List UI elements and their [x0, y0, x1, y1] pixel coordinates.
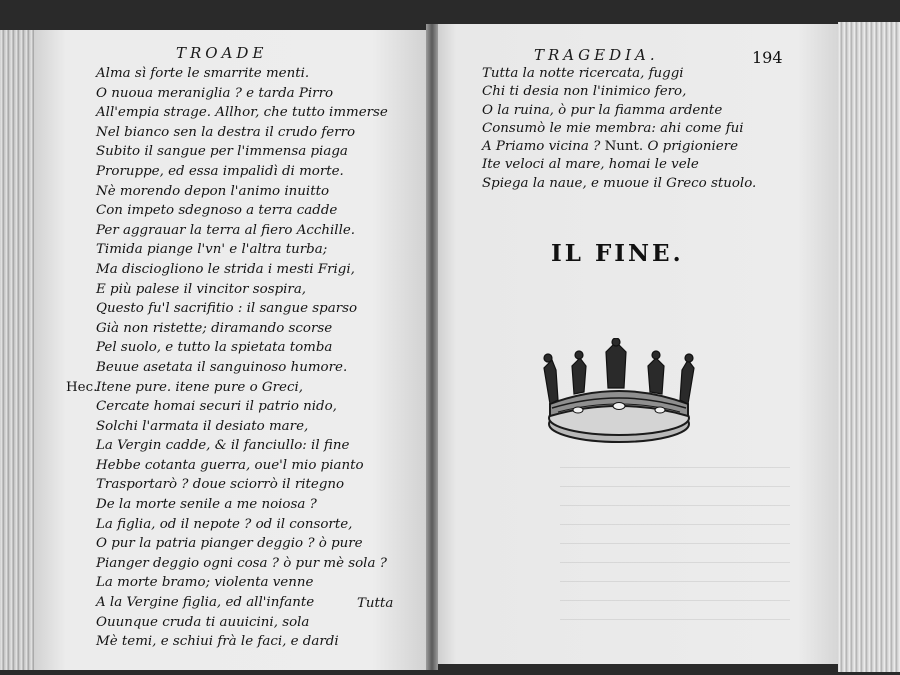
verse-text: Ite veloci al mare, homai le vele — [482, 157, 699, 173]
verse-text: Consumò le mie membra: ahi come fui — [482, 120, 744, 136]
verse-text: Questo fu'l sacrifitio : il sangue sparso — [96, 301, 358, 317]
left-verse-block — [66, 64, 388, 652]
right-running-head: TRAGEDIA. — [534, 46, 659, 64]
verse-text: Tutta la notte ricercata, fuggi — [482, 66, 684, 81]
verse-line — [96, 201, 388, 221]
verse-line — [96, 64, 388, 84]
verse-text: Nel bianco sen la destra il crudo ferro — [96, 124, 356, 140]
verse-text: A la Vergine figlia, ed all'infante — [96, 595, 315, 611]
verse-line — [96, 456, 388, 476]
verse-line — [96, 260, 388, 280]
verse-line — [96, 162, 388, 182]
verse-text: O la ruina, ò pur la fiamma ardente — [482, 102, 723, 118]
verse-text: E più palese il vincitor sospira, — [96, 281, 307, 297]
verse-line — [482, 120, 756, 138]
verse-line — [96, 103, 388, 123]
verse-line — [96, 554, 388, 574]
verse-line — [96, 358, 388, 378]
verse-line — [96, 613, 388, 633]
verse-line — [96, 299, 388, 319]
left-running-head: TROADE — [176, 44, 268, 62]
verse-text: Già non ristette; diramando scorse — [96, 320, 333, 336]
verse-line — [96, 280, 388, 300]
verse-line — [96, 84, 388, 104]
verse-text: La figlia, od il nepote ? od il consorte, — [96, 516, 353, 532]
verse-text: Timida piange l'vn' e l'altra turba; — [96, 242, 328, 258]
verse-text: All'empia strage. Allhor, che tutto immerse — [96, 105, 388, 121]
verse-line — [96, 436, 388, 456]
verse-line — [96, 397, 388, 417]
verse-line — [96, 319, 388, 339]
verse-text: Subito il sangue per l'immensa piaga — [96, 144, 348, 160]
page-number: 194 — [752, 48, 783, 67]
show-through-text — [560, 460, 790, 620]
verse-text: O pur la patria pianger deggio ? ò pure — [96, 536, 363, 552]
right-page-edges — [838, 22, 900, 672]
verse-text: Nè morendo depon l'animo inuitto — [96, 183, 330, 199]
verse-line — [66, 378, 388, 398]
verse-line — [96, 417, 388, 437]
verse-line — [96, 534, 388, 554]
left-page-edges — [0, 30, 36, 670]
verse-text: De la morte senile a me noiosa ? — [96, 497, 317, 513]
verse-text: Chi ti desia non l'inimico fero, — [482, 84, 687, 100]
verse-text: Trasportarò ? doue sciorrò il ritegno — [96, 477, 345, 493]
verse-line — [96, 495, 388, 515]
verse-text: Ma disciogliono le strida i mesti Frigi, — [96, 261, 355, 277]
verse-line — [482, 102, 756, 120]
right-verse-block — [482, 65, 756, 193]
verse-text-after-speaker: O prigioniere — [647, 139, 739, 155]
verse-line — [96, 632, 388, 652]
verse-line — [96, 338, 388, 358]
verse-line — [482, 138, 756, 156]
crown-icon — [538, 338, 700, 450]
verse-text: Solchi l'armata il desiato mare, — [96, 418, 309, 434]
verse-text: Ouunque cruda ti auuicini, sola — [96, 614, 310, 630]
verse-line — [482, 175, 756, 193]
speaker-label: Nunt. — [604, 139, 644, 155]
verse-text: Con impeto sdegnoso a terra cadde — [96, 203, 338, 219]
verse-line — [96, 123, 388, 143]
verse-text: La morte bramo; violenta venne — [96, 575, 314, 591]
verse-line — [482, 156, 756, 174]
verse-line — [96, 221, 388, 241]
verse-text: Pel suolo, e tutto la spietata tomba — [96, 340, 333, 356]
verse-line — [482, 83, 756, 101]
verse-text: Spiega la naue, e muoue il Greco stuolo. — [482, 175, 757, 191]
finis-heading: IL FINE. — [551, 240, 684, 267]
book-gutter — [426, 24, 438, 670]
verse-line — [96, 475, 388, 495]
verse-text: Itene pure. itene pure o Greci, — [96, 379, 303, 395]
verse-line — [96, 142, 388, 162]
catchword: Tutta — [357, 596, 394, 611]
verse-text: Pianger deggio ogni cosa ? ò pur mè sola ? — [96, 555, 387, 571]
verse-line — [482, 65, 756, 83]
verse-text: Hebbe cotanta guerra, oue'l mio pianto — [96, 457, 364, 473]
verse-line — [96, 515, 388, 535]
verse-line — [96, 593, 388, 613]
verse-text: A Priamo vicina ? — [482, 139, 601, 155]
verse-line — [96, 182, 388, 202]
verse-text: Cercate homai securi il patrio nido, — [96, 399, 337, 415]
verse-line — [96, 240, 388, 260]
verse-text: Proruppe, ed essa impalidì di morte. — [96, 163, 344, 179]
speaker-label: Hec. — [66, 379, 98, 395]
verse-text: Per aggrauar la terra al fiero Acchille. — [96, 222, 356, 238]
verse-line — [96, 573, 388, 593]
verse-text: La Vergin cadde, & il fanciullo: il fine — [96, 438, 350, 454]
verse-text: Mè temi, e schiui frà le faci, e dardi — [96, 634, 339, 650]
verse-text: Alma sì forte le smarrite menti. — [96, 66, 310, 81]
verse-text: O nuoua meraniglia ? e tarda Pirro — [96, 85, 334, 101]
verse-text: Beuue asetata il sanguinoso humore. — [96, 359, 348, 375]
